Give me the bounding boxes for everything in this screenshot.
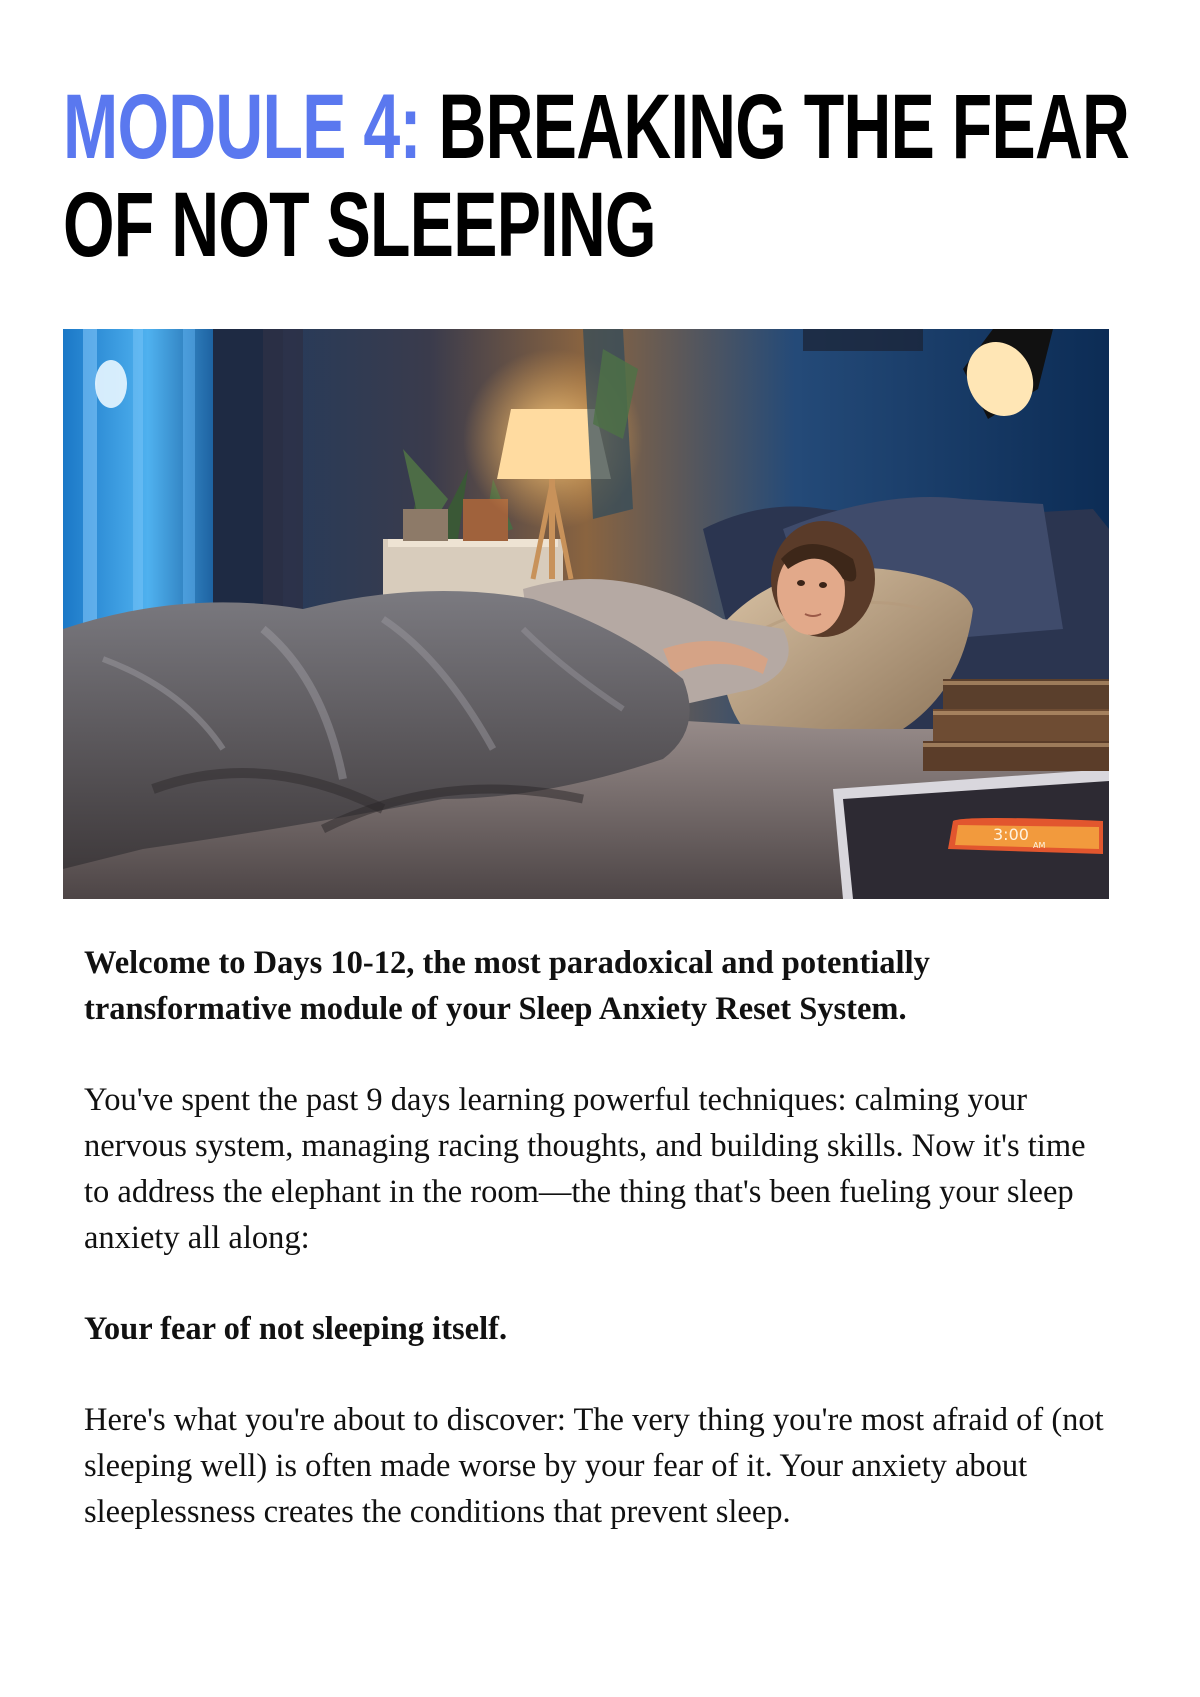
module-content: [84, 940, 1114, 1535]
hero-image: [63, 329, 1109, 899]
alarm-clock-icon: [948, 818, 1103, 854]
clock-time: 3:00: [993, 825, 1029, 844]
clock-ampm: AM: [1033, 841, 1046, 850]
module-heading: [63, 78, 1143, 274]
module-number: MODULE 4:: [63, 76, 421, 178]
fear-statement: Your fear of not sleeping itself.: [84, 1311, 508, 1347]
body-paragraph-1: You've spent the past 9 days learning powerful techniques: calming your nervous system, managing racing thoughts, and building skills. Now it's time to address the elephant in the room—the thing that's been fueling your sleep anxiety all along:: [84, 1082, 1086, 1256]
body-paragraph-2: Here's what you're about to discover: The very thing you're most afraid of (not sleeping well) is often made worse by your fear of it. Your anxiety about sleeplessness creates the conditions that prevent sleep.: [84, 1402, 1104, 1530]
intro-paragraph: Welcome to Days 10-12, the most paradoxical and potentially transformative module of your Sleep Anxiety Reset System.: [84, 945, 930, 1027]
module-title: BREAKING THE FEAR OF NOT SLEEPING: [63, 76, 1130, 276]
